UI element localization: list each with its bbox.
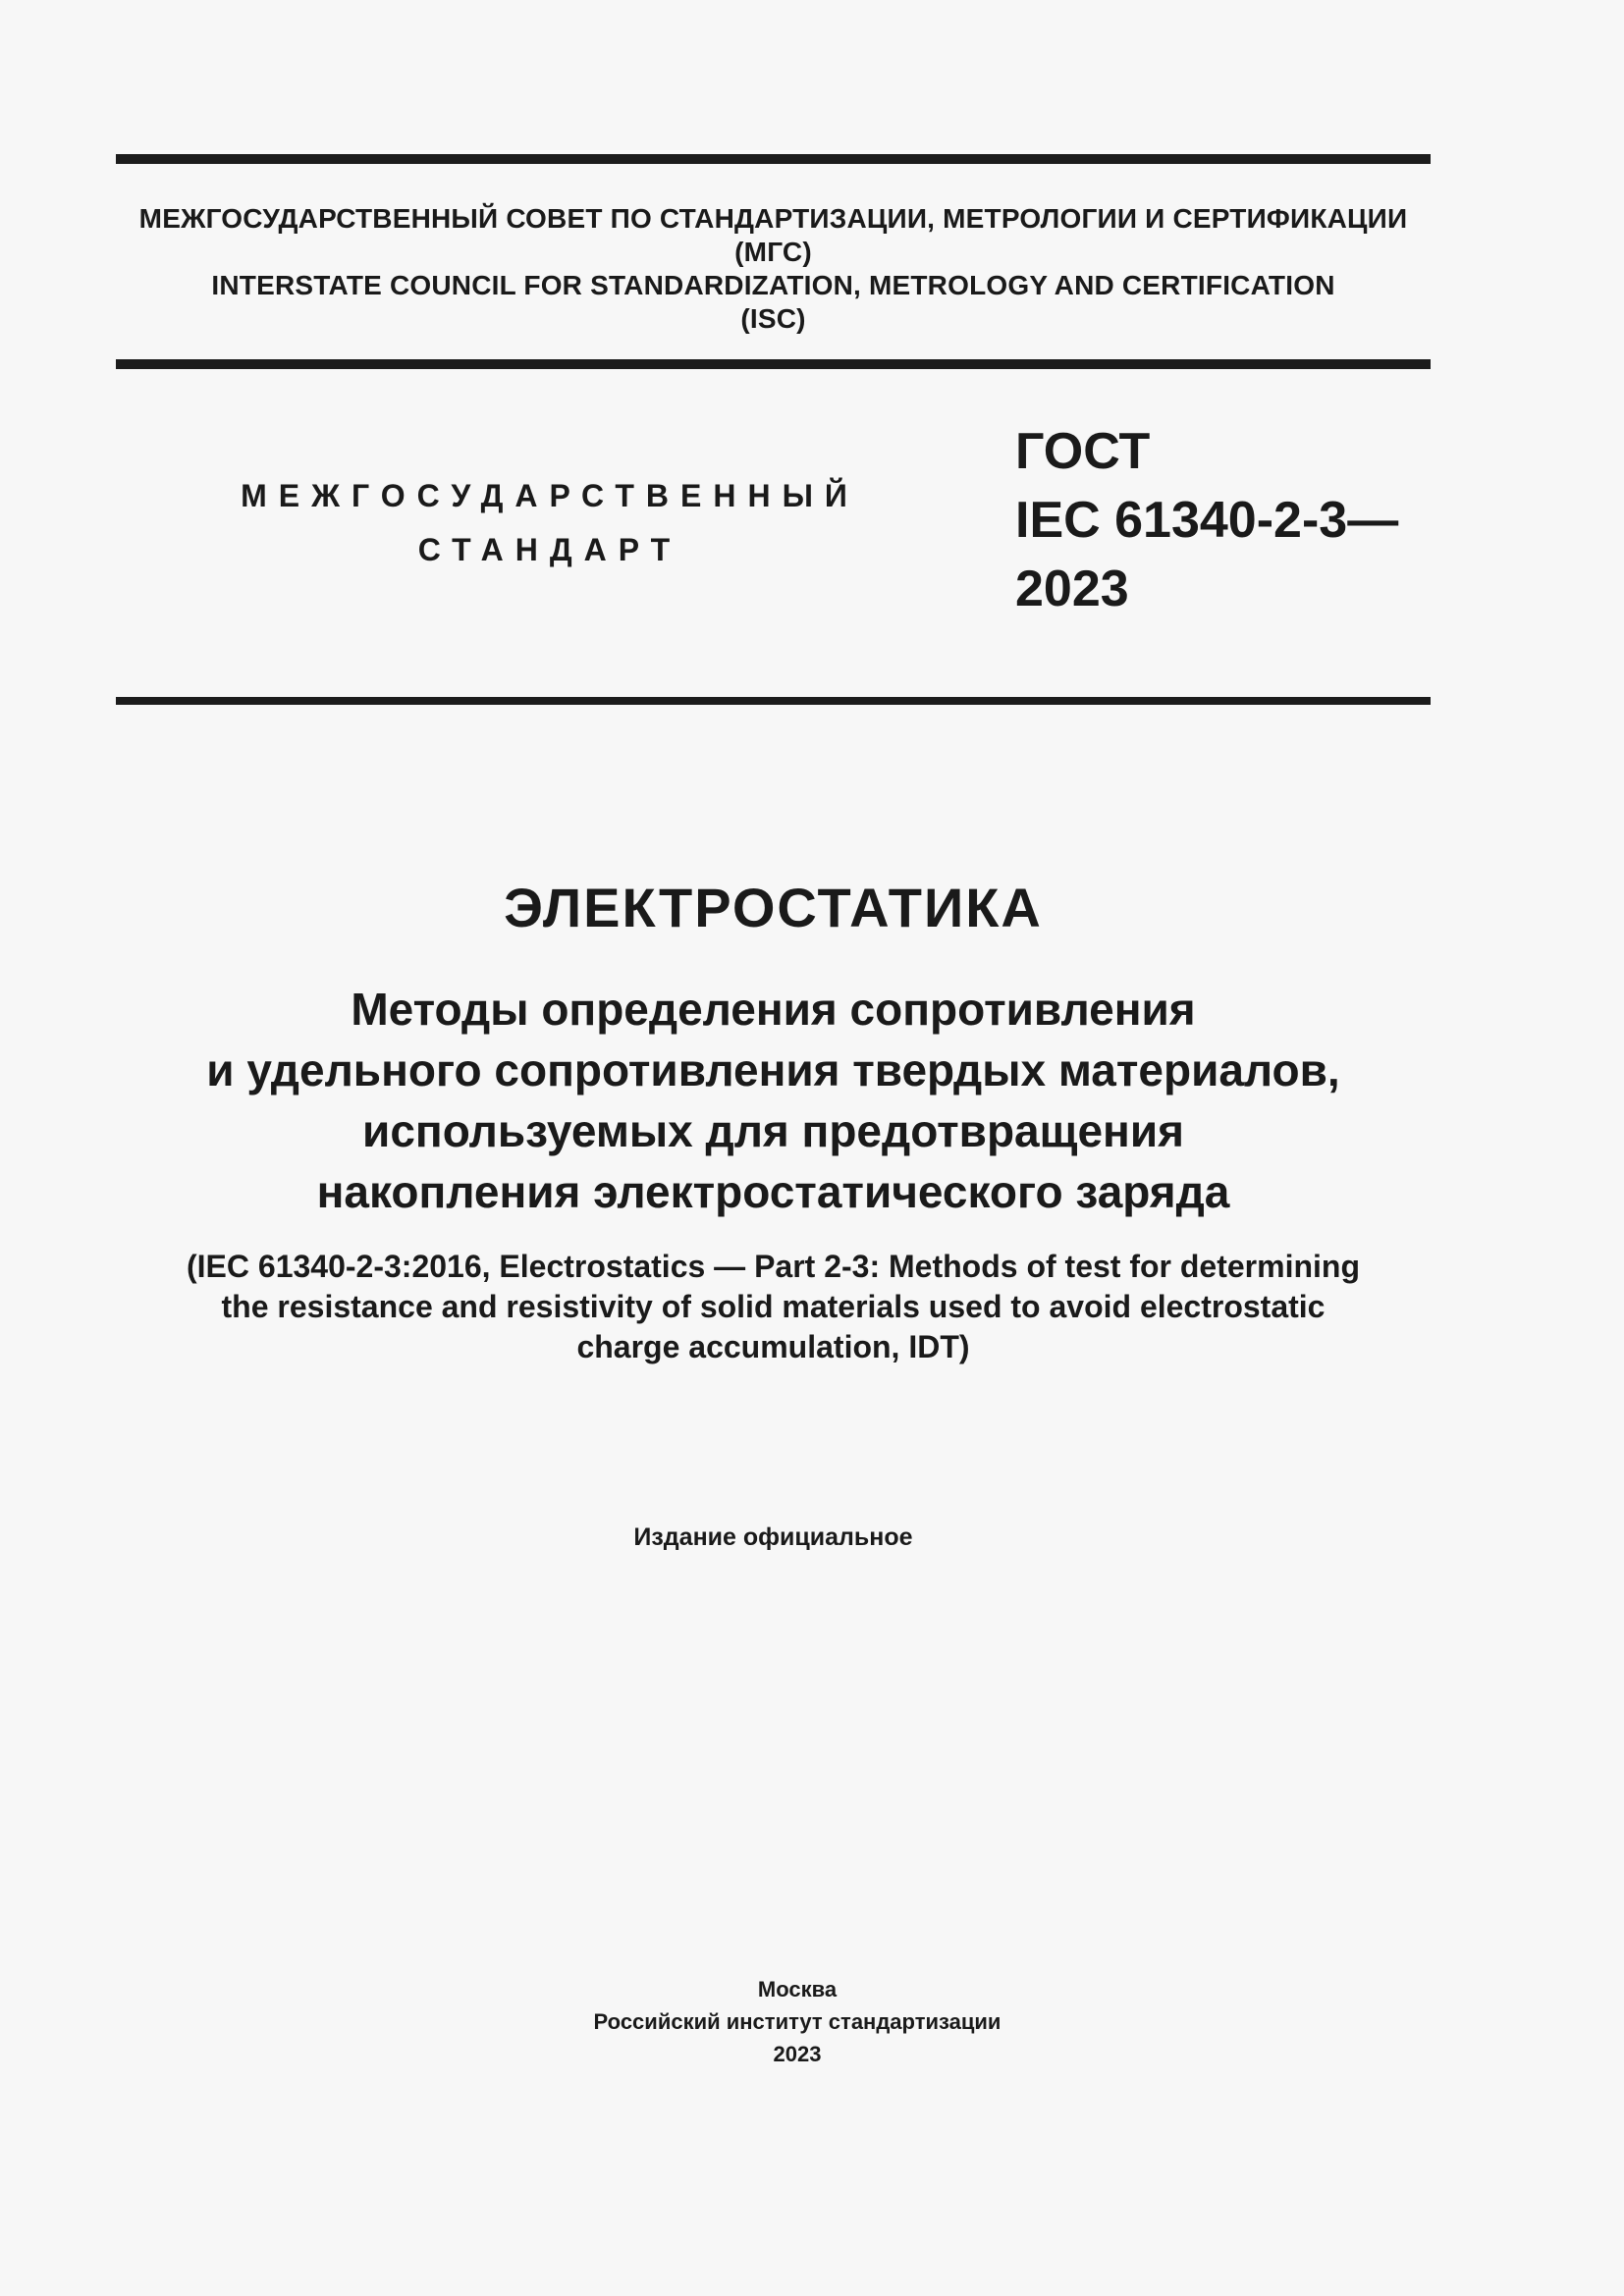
designation-line3: 2023 [1015,561,1129,617]
subtitle-line: и удельного сопротивления твердых материалов, [206,1044,1340,1095]
standard-type-line1: МЕЖГОСУДАРСТВЕННЫЙ [241,478,859,513]
top-rule [116,154,1431,164]
middle-rule [116,359,1431,369]
standard-type-line2: СТАНДАРТ [417,532,682,567]
bottom-rule [116,697,1431,705]
subtitle-line: накопления электростатического заряда [316,1166,1230,1217]
publisher-block [116,1973,1479,2070]
iec-reference [116,1247,1431,1367]
publisher-year: 2023 [773,2042,822,2066]
iec-reference-line: (IEC 61340-2-3:2016, Electrostatics — Part 2-3: Methods of test for determining [187,1249,1360,1284]
subtitle-line: используемых для предотвращения [362,1105,1184,1156]
council-header [116,202,1431,336]
standard-designation [1015,417,1398,623]
council-abbr-en: (ISC) [740,303,806,334]
council-name-en: INTERSTATE COUNCIL FOR STANDARDIZATION, METROLOGY AND CERTIFICATION [211,270,1335,300]
subtitle-line: Методы определения сопротивления [351,984,1196,1035]
council-abbr-ru: (МГС) [734,237,812,267]
publisher-city: Москва [757,1977,838,2002]
designation-line1: ГОСТ [1015,423,1151,480]
subtitle [116,979,1431,1222]
iec-reference-line: charge accumulation, IDT) [576,1329,970,1364]
standard-type-label [196,469,903,577]
main-title: ЭЛЕКТРОСТАТИКА [504,877,1043,938]
publisher-institute: Российский институт стандартизации [593,2009,1001,2034]
council-name-ru: МЕЖГОСУДАРСТВЕННЫЙ СОВЕТ ПО СТАНДАРТИЗАЦИИ, МЕТРОЛОГИИ И СЕРТИФИКАЦИИ [138,203,1408,234]
edition-label: Издание официальное [633,1523,913,1551]
designation-line2: IEC 61340-2-3— [1015,492,1399,549]
iec-reference-line: the resistance and resistivity of solid materials used to avoid electrostatic [221,1289,1326,1324]
